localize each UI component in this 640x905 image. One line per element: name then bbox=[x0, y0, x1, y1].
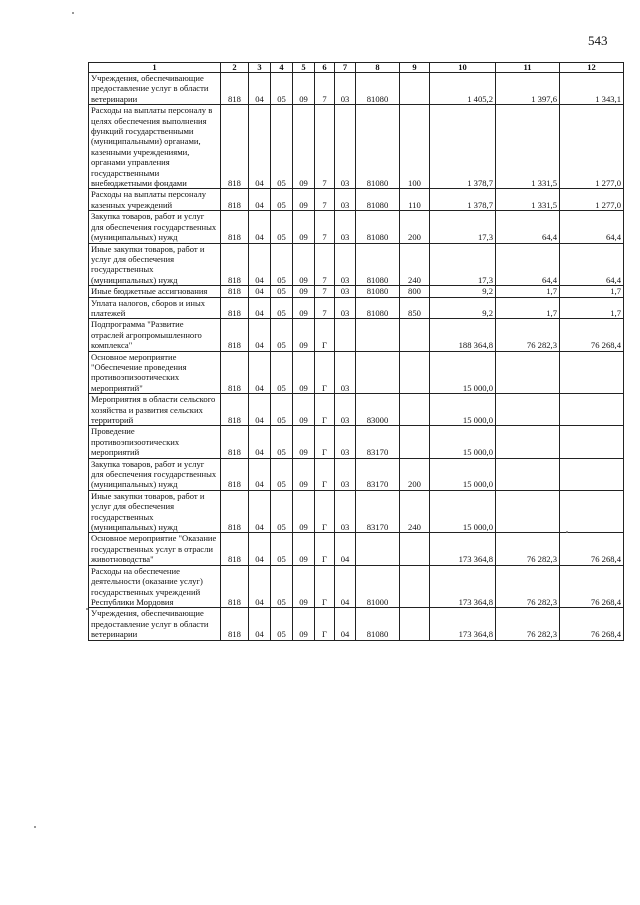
section-cell: 04 bbox=[249, 394, 271, 426]
row-name-cell: Закупка товаров, работ и услуг для обеспечения государственных (муниципальных) нужд bbox=[89, 211, 221, 243]
event-cell: 03 bbox=[335, 394, 356, 426]
ministry-code-cell: 818 bbox=[221, 490, 249, 533]
scan-speck bbox=[34, 826, 36, 828]
table-row bbox=[89, 319, 624, 351]
direction-cell bbox=[356, 351, 400, 394]
amount-col11-cell: 1 331,5 bbox=[496, 189, 560, 211]
section-cell: 04 bbox=[249, 105, 271, 189]
amount-col10-cell: 173 364,8 bbox=[430, 533, 496, 565]
amount-col11-cell: 76 282,3 bbox=[496, 319, 560, 351]
amount-col10-cell: 173 364,8 bbox=[430, 608, 496, 640]
amount-col10-cell: 173 364,8 bbox=[430, 565, 496, 608]
section-cell: 04 bbox=[249, 73, 271, 105]
program-cell: 09 bbox=[293, 319, 315, 351]
page-number: 543 bbox=[588, 33, 608, 48]
direction-cell: 83170 bbox=[356, 426, 400, 458]
row-name-cell: Уплата налогов, сборов и иных платежей bbox=[89, 297, 221, 319]
expense-type-cell bbox=[400, 608, 430, 640]
ministry-code-cell: 818 bbox=[221, 243, 249, 286]
amount-col12-cell: 76 268,4 bbox=[560, 565, 624, 608]
table-row bbox=[89, 351, 624, 394]
program-cell: 09 bbox=[293, 490, 315, 533]
table-row bbox=[89, 105, 624, 189]
amount-col12-cell: 1 277,0 bbox=[560, 189, 624, 211]
amount-col12-cell: 76 268,4 bbox=[560, 608, 624, 640]
row-name-cell: Учреждения, обеспечивающие предоставление услуг в области ветеринарии bbox=[89, 73, 221, 105]
col-header: 12 bbox=[560, 63, 624, 73]
col-header: 10 bbox=[430, 63, 496, 73]
event-cell: 04 bbox=[335, 608, 356, 640]
subsection-cell: 05 bbox=[271, 565, 293, 608]
program-cell: 09 bbox=[293, 286, 315, 297]
row-name-cell: Расходы на выплаты персоналу казенных учреждений bbox=[89, 189, 221, 211]
program-cell: 09 bbox=[293, 394, 315, 426]
program-cell: 09 bbox=[293, 458, 315, 490]
row-name-cell: Мероприятия в области сельского хозяйства и развития сельских территорий bbox=[89, 394, 221, 426]
direction-cell: 81080 bbox=[356, 297, 400, 319]
expense-type-cell bbox=[400, 319, 430, 351]
subsection-cell: 05 bbox=[271, 73, 293, 105]
section-cell: 04 bbox=[249, 608, 271, 640]
section-cell: 04 bbox=[249, 243, 271, 286]
ministry-code-cell: 818 bbox=[221, 394, 249, 426]
amount-col12-cell bbox=[560, 490, 624, 533]
table-row bbox=[89, 73, 624, 105]
direction-cell: 83170 bbox=[356, 490, 400, 533]
col-header: 2 bbox=[221, 63, 249, 73]
expense-type-cell: 240 bbox=[400, 243, 430, 286]
program-cell: 09 bbox=[293, 351, 315, 394]
table-row bbox=[89, 243, 624, 286]
direction-cell: 81000 bbox=[356, 565, 400, 608]
subprogram-cell: 7 bbox=[315, 189, 335, 211]
subprogram-cell: Г bbox=[315, 394, 335, 426]
col-header: 8 bbox=[356, 63, 400, 73]
amount-col11-cell bbox=[496, 490, 560, 533]
event-cell: 03 bbox=[335, 297, 356, 319]
subsection-cell: 05 bbox=[271, 426, 293, 458]
table-row bbox=[89, 490, 624, 533]
subprogram-cell: 7 bbox=[315, 286, 335, 297]
subsection-cell: 05 bbox=[271, 286, 293, 297]
direction-cell: 81080 bbox=[356, 211, 400, 243]
amount-col11-cell bbox=[496, 426, 560, 458]
col-header: 3 bbox=[249, 63, 271, 73]
amount-col12-cell bbox=[560, 458, 624, 490]
amount-col12-cell: 1,7 bbox=[560, 297, 624, 319]
amount-col11-cell: 1,7 bbox=[496, 286, 560, 297]
ministry-code-cell: 818 bbox=[221, 189, 249, 211]
direction-cell: 81080 bbox=[356, 189, 400, 211]
amount-col10-cell: 1 378,7 bbox=[430, 189, 496, 211]
ministry-code-cell: 818 bbox=[221, 351, 249, 394]
direction-cell bbox=[356, 319, 400, 351]
amount-col11-cell: 64,4 bbox=[496, 243, 560, 286]
amount-col10-cell: 9,2 bbox=[430, 297, 496, 319]
amount-col12-cell: 1 343,1 bbox=[560, 73, 624, 105]
amount-col10-cell: 15 000,0 bbox=[430, 490, 496, 533]
amount-col10-cell: 17,3 bbox=[430, 243, 496, 286]
amount-col12-cell: 76 268,4 bbox=[560, 319, 624, 351]
subsection-cell: 05 bbox=[271, 490, 293, 533]
amount-col10-cell: 17,3 bbox=[430, 211, 496, 243]
row-name-cell: Проведение противоэпизоотических мероприятий bbox=[89, 426, 221, 458]
program-cell: 09 bbox=[293, 243, 315, 286]
expense-type-cell bbox=[400, 394, 430, 426]
amount-col10-cell: 15 000,0 bbox=[430, 458, 496, 490]
subprogram-cell: Г bbox=[315, 490, 335, 533]
expense-type-cell bbox=[400, 565, 430, 608]
col-header: 1 bbox=[89, 63, 221, 73]
event-cell: 04 bbox=[335, 533, 356, 565]
budget-table bbox=[88, 62, 624, 641]
subprogram-cell: Г bbox=[315, 458, 335, 490]
amount-col11-cell: 64,4 bbox=[496, 211, 560, 243]
event-cell: 03 bbox=[335, 458, 356, 490]
direction-cell: 81080 bbox=[356, 105, 400, 189]
amount-col12-cell: 1 277,0 bbox=[560, 105, 624, 189]
expense-type-cell: 240 bbox=[400, 490, 430, 533]
subprogram-cell: 7 bbox=[315, 105, 335, 189]
subprogram-cell: Г bbox=[315, 319, 335, 351]
ministry-code-cell: 818 bbox=[221, 286, 249, 297]
amount-col11-cell bbox=[496, 458, 560, 490]
section-cell: 04 bbox=[249, 490, 271, 533]
ministry-code-cell: 818 bbox=[221, 608, 249, 640]
row-name-cell: Расходы на обеспечение деятельности (оказание услуг) государственных учреждений Республики Мордовия bbox=[89, 565, 221, 608]
subprogram-cell: 7 bbox=[315, 297, 335, 319]
expense-type-cell: 850 bbox=[400, 297, 430, 319]
ministry-code-cell: 818 bbox=[221, 458, 249, 490]
row-name-cell: Закупка товаров, работ и услуг для обеспечения государственных (муниципальных) нужд bbox=[89, 458, 221, 490]
section-cell: 04 bbox=[249, 319, 271, 351]
section-cell: 04 bbox=[249, 533, 271, 565]
expense-type-cell bbox=[400, 533, 430, 565]
subprogram-cell: Г bbox=[315, 351, 335, 394]
ministry-code-cell: 818 bbox=[221, 105, 249, 189]
program-cell: 09 bbox=[293, 608, 315, 640]
subsection-cell: 05 bbox=[271, 243, 293, 286]
amount-col12-cell: 76 268,4 bbox=[560, 533, 624, 565]
amount-col12-cell bbox=[560, 426, 624, 458]
amount-col10-cell: 1 405,2 bbox=[430, 73, 496, 105]
direction-cell: 83000 bbox=[356, 394, 400, 426]
subsection-cell: 05 bbox=[271, 211, 293, 243]
program-cell: 09 bbox=[293, 189, 315, 211]
program-cell: 09 bbox=[293, 565, 315, 608]
expense-type-cell: 800 bbox=[400, 286, 430, 297]
table-row bbox=[89, 297, 624, 319]
scan-speck bbox=[566, 531, 568, 533]
subprogram-cell: Г bbox=[315, 533, 335, 565]
section-cell: 04 bbox=[249, 286, 271, 297]
direction-cell: 83170 bbox=[356, 458, 400, 490]
amount-col10-cell: 1 378,7 bbox=[430, 105, 496, 189]
amount-col10-cell: 15 000,0 bbox=[430, 426, 496, 458]
col-header: 4 bbox=[271, 63, 293, 73]
amount-col11-cell: 76 282,3 bbox=[496, 565, 560, 608]
col-header: 7 bbox=[335, 63, 356, 73]
table-row bbox=[89, 458, 624, 490]
direction-cell: 81080 bbox=[356, 608, 400, 640]
amount-col11-cell: 1,7 bbox=[496, 297, 560, 319]
table-row bbox=[89, 211, 624, 243]
col-header: 5 bbox=[293, 63, 315, 73]
table-row bbox=[89, 394, 624, 426]
subsection-cell: 05 bbox=[271, 533, 293, 565]
col-header: 6 bbox=[315, 63, 335, 73]
ministry-code-cell: 818 bbox=[221, 211, 249, 243]
subsection-cell: 05 bbox=[271, 458, 293, 490]
table-row bbox=[89, 286, 624, 297]
amount-col12-cell: 64,4 bbox=[560, 243, 624, 286]
subprogram-cell: Г bbox=[315, 565, 335, 608]
direction-cell: 81080 bbox=[356, 243, 400, 286]
col-header: 9 bbox=[400, 63, 430, 73]
section-cell: 04 bbox=[249, 211, 271, 243]
program-cell: 09 bbox=[293, 105, 315, 189]
direction-cell: 81080 bbox=[356, 73, 400, 105]
subprogram-cell: Г bbox=[315, 426, 335, 458]
scan-speck bbox=[72, 12, 74, 14]
subsection-cell: 05 bbox=[271, 394, 293, 426]
subsection-cell: 05 bbox=[271, 608, 293, 640]
section-cell: 04 bbox=[249, 458, 271, 490]
table-row bbox=[89, 426, 624, 458]
ministry-code-cell: 818 bbox=[221, 297, 249, 319]
event-cell: 03 bbox=[335, 105, 356, 189]
amount-col12-cell: 64,4 bbox=[560, 211, 624, 243]
row-name-cell: Учреждения, обеспечивающие предоставление услуг в области ветеринарии bbox=[89, 608, 221, 640]
row-name-cell: Основное мероприятие "Обеспечение проведения противоэпизоотических мероприятий" bbox=[89, 351, 221, 394]
program-cell: 09 bbox=[293, 211, 315, 243]
program-cell: 09 bbox=[293, 297, 315, 319]
table-row bbox=[89, 608, 624, 640]
amount-col11-cell: 1 397,6 bbox=[496, 73, 560, 105]
ministry-code-cell: 818 bbox=[221, 565, 249, 608]
row-name-cell: Расходы на выплаты персоналу в целях обеспечения выполнения функций государственными (муниципальными) органами, казенными учреждениями, органами управления государственными внебюджетными фондами bbox=[89, 105, 221, 189]
expense-type-cell: 200 bbox=[400, 458, 430, 490]
row-name-cell: Основное мероприятие "Оказание государственных услуг в отрасли животноводства" bbox=[89, 533, 221, 565]
amount-col11-cell bbox=[496, 351, 560, 394]
expense-type-cell: 110 bbox=[400, 189, 430, 211]
col-header: 11 bbox=[496, 63, 560, 73]
subprogram-cell: 7 bbox=[315, 73, 335, 105]
ministry-code-cell: 818 bbox=[221, 319, 249, 351]
expense-type-cell: 100 bbox=[400, 105, 430, 189]
section-cell: 04 bbox=[249, 565, 271, 608]
amount-col10-cell: 9,2 bbox=[430, 286, 496, 297]
event-cell: 03 bbox=[335, 211, 356, 243]
event-cell: 04 bbox=[335, 565, 356, 608]
table-row bbox=[89, 533, 624, 565]
amount-col10-cell: 15 000,0 bbox=[430, 351, 496, 394]
event-cell: 03 bbox=[335, 286, 356, 297]
event-cell: 03 bbox=[335, 426, 356, 458]
program-cell: 09 bbox=[293, 73, 315, 105]
section-cell: 04 bbox=[249, 189, 271, 211]
amount-col11-cell: 76 282,3 bbox=[496, 608, 560, 640]
row-name-cell: Иные закупки товаров, работ и услуг для обеспечения государственных (муниципальных) нужд bbox=[89, 243, 221, 286]
table-row bbox=[89, 189, 624, 211]
subsection-cell: 05 bbox=[271, 297, 293, 319]
subprogram-cell: 7 bbox=[315, 243, 335, 286]
header-row bbox=[89, 63, 624, 73]
program-cell: 09 bbox=[293, 426, 315, 458]
event-cell: 03 bbox=[335, 490, 356, 533]
expense-type-cell bbox=[400, 426, 430, 458]
amount-col10-cell: 15 000,0 bbox=[430, 394, 496, 426]
event-cell: 03 bbox=[335, 189, 356, 211]
section-cell: 04 bbox=[249, 297, 271, 319]
subsection-cell: 05 bbox=[271, 351, 293, 394]
expense-type-cell: 200 bbox=[400, 211, 430, 243]
expense-type-cell bbox=[400, 73, 430, 105]
direction-cell: 81080 bbox=[356, 286, 400, 297]
event-cell: 03 bbox=[335, 243, 356, 286]
amount-col11-cell: 1 331,5 bbox=[496, 105, 560, 189]
table-row bbox=[89, 565, 624, 608]
amount-col11-cell: 76 282,3 bbox=[496, 533, 560, 565]
subsection-cell: 05 bbox=[271, 189, 293, 211]
row-name-cell: Иные бюджетные ассигнования bbox=[89, 286, 221, 297]
event-cell: 03 bbox=[335, 351, 356, 394]
ministry-code-cell: 818 bbox=[221, 533, 249, 565]
row-name-cell: Подпрограмма "Развитие отраслей агропромышленного комплекса" bbox=[89, 319, 221, 351]
amount-col11-cell bbox=[496, 394, 560, 426]
scan-speck bbox=[86, 608, 88, 610]
program-cell: 09 bbox=[293, 533, 315, 565]
row-name-cell: Иные закупки товаров, работ и услуг для обеспечения государственных (муниципальных) нужд bbox=[89, 490, 221, 533]
subsection-cell: 05 bbox=[271, 105, 293, 189]
subsection-cell: 05 bbox=[271, 319, 293, 351]
section-cell: 04 bbox=[249, 426, 271, 458]
subprogram-cell: Г bbox=[315, 608, 335, 640]
section-cell: 04 bbox=[249, 351, 271, 394]
table-body bbox=[89, 73, 624, 641]
event-cell bbox=[335, 319, 356, 351]
ministry-code-cell: 818 bbox=[221, 73, 249, 105]
expense-type-cell bbox=[400, 351, 430, 394]
ministry-code-cell: 818 bbox=[221, 426, 249, 458]
amount-col12-cell: 1,7 bbox=[560, 286, 624, 297]
amount-col10-cell: 188 364,8 bbox=[430, 319, 496, 351]
event-cell: 03 bbox=[335, 73, 356, 105]
amount-col12-cell bbox=[560, 351, 624, 394]
subprogram-cell: 7 bbox=[315, 211, 335, 243]
amount-col12-cell bbox=[560, 394, 624, 426]
direction-cell bbox=[356, 533, 400, 565]
